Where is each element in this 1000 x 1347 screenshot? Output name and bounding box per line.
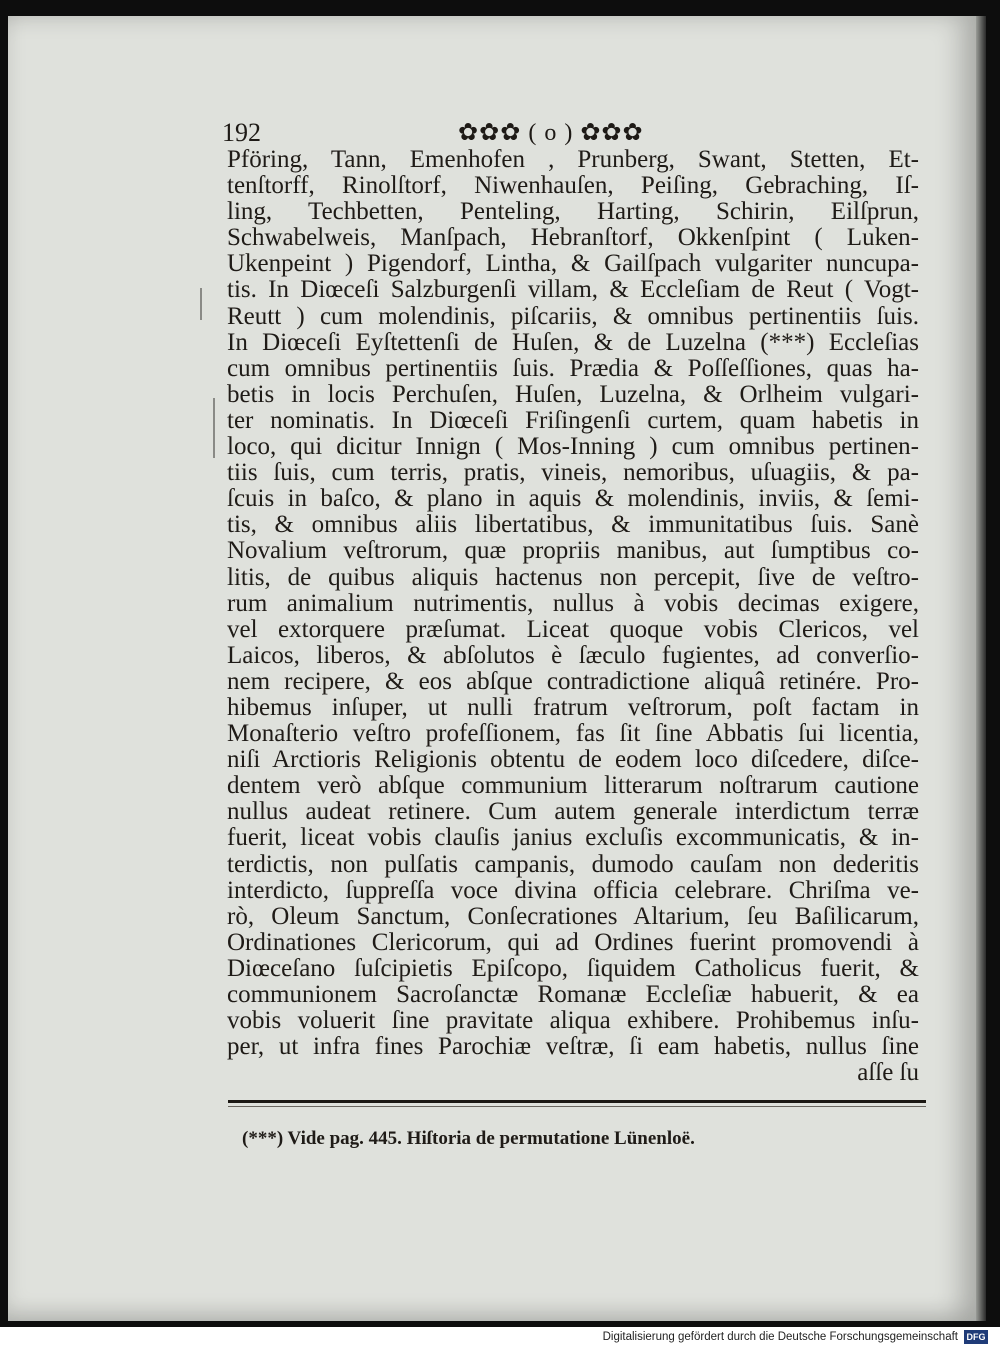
page-edge (976, 16, 986, 1321)
header-ornament: ✿✿✿ ( o ) ✿✿✿ (458, 120, 644, 146)
body-text (227, 147, 919, 1086)
text-line: Monaſterio veſtro profeſſionem, fas ſit ſine Abbatis ſui licentia, (227, 721, 919, 748)
text-line: tiis ſuis, cum terris, pratis, vineis, nemoribus, uſuagiis, & pa- (227, 460, 919, 487)
text-line: tis, & omnibus aliis libertatibus, & immunitatibus ſuis. Sanè (227, 512, 919, 539)
footnote-rule (228, 1100, 926, 1103)
text-line: nem recipere, & eos abſque contradictione aliquâ retinére. Pro- (227, 668, 919, 695)
text-line: ter nominatis. In Diœceſi Friſingenſi curtem, quam habetis in (227, 407, 919, 434)
text-line: per, ut infra fines Parochiæ veſtræ, ſi eam habetis, nullus ſine (227, 1034, 919, 1061)
margin-mark (200, 288, 202, 320)
text-line: loco, qui dicitur Innign ( Mos-Inning ) cum omnibus pertinen- (227, 434, 919, 461)
page-number: 192 (222, 118, 261, 147)
text-line: vobis voluerit ſine pravitate aliqua exhibere. Prohibemus inſu- (227, 1008, 919, 1035)
digitization-credit: Digitalisierung gefördert durch die Deutsche Forschungsgemeinschaft (602, 1331, 958, 1343)
text-line: Ukenpeint ) Pigendorf, Lintha, & Gailſpach vulgariter nuncupa- (227, 251, 919, 278)
text-line: litis, de quibus aliquis hactenus non percepit, ſive de veſtro- (227, 564, 919, 591)
text-line: ſcuis in baſco, & plano in aquis & molendinis, inviis, & ſemi- (227, 486, 919, 513)
text-line: tenſtorff, Rinolſtorf, Niwenhauſen, Peiſing, Gebraching, Iſ- (227, 173, 919, 200)
text-line: Ordinationes Clericorum, qui ad Ordines fuerint promovendi à (227, 929, 919, 956)
text-line: aſſe ſu (857, 1060, 919, 1087)
text-line: hibemus inſuper, ut nulli fratrum veſtrorum, poſt factam in (227, 694, 919, 721)
text-line: cum omnibus pertinentiis ſuis. Prædia & Poſſeſſiones, quas ha- (227, 355, 919, 382)
text-line: communionem Sacroſanctæ Romanæ Eccleſiæ habuerit, & ea (227, 982, 919, 1008)
text-line: ling, Techbetten, Penteling, Harting, Schirin, Eilſprun, (227, 199, 919, 226)
footnote-rule-thin (228, 1106, 926, 1107)
text-line: In Diœceſi Eyſtettenſi de Huſen, & de Luzelna (***) Eccleſias (227, 329, 919, 356)
text-line: nullus audeat retinere. Cum autem generale interdictum terræ (227, 799, 919, 826)
text-line: Pföring, Tann, Emenhofen , Prunberg, Swant, Stetten, Et- (227, 147, 919, 173)
dfg-logo: DFG (964, 1330, 988, 1344)
text-line: dentem verò abſque communium litterarum noſtrarum cautione (227, 773, 919, 800)
margin-mark (213, 398, 215, 458)
text-line: fuerit, liceat vobis clauſis janius excluſis excommunicatis, & in- (227, 825, 919, 852)
text-line: vel extorquere præſumat. Liceat quoque vobis Clericos, vel (227, 616, 919, 643)
text-line: Schwabelweis, Manſpach, Hebranſtorf, Okkenſpint ( Luken- (227, 225, 919, 252)
text-line: rum animalium nutrimentis, nullus à vobis decimas exigere, (227, 590, 919, 617)
text-line: rò, Oleum Sanctum, Conſecrationes Altarium, ſeu Baſilicarum, (227, 903, 919, 930)
text-line: niſi Arctioris Religionis obtentu de eodem loco diſcedere, diſce- (227, 747, 919, 774)
text-line: interdicto, ſuppreſſa voce divina officia celebrare. Chriſma ve- (227, 877, 919, 904)
text-line: tis. In Diœceſi Salzburgenſi villam, & Eccleſiam de Reut ( Vogt- (227, 277, 919, 304)
text-line: Reutt ) cum molendinis, piſcariis, & omnibus pertinentiis ſuis. (227, 303, 919, 330)
footnote: (***) Vide pag. 445. Hiſtoria de permutatione Lünenloë. (242, 1128, 695, 1149)
text-line: terdictis, non pulſatis campanis, dumodo cauſam non dederitis (227, 851, 919, 878)
text-line: Novalium veſtrorum, quæ propriis manibus, aut ſumptibus co- (227, 538, 919, 565)
page-header (220, 118, 920, 150)
text-line: Diœceſano ſuſcipietis Epiſcopo, ſiquidem Catholicus fuerit, & (227, 955, 919, 982)
text-line: Laicos, liberos, & abſolutos è ſæculo fugientes, ad converſio- (227, 642, 919, 669)
text-line: betis in locis Perchuſen, Huſen, Luzelna, & Orlheim vulgari- (227, 381, 919, 408)
